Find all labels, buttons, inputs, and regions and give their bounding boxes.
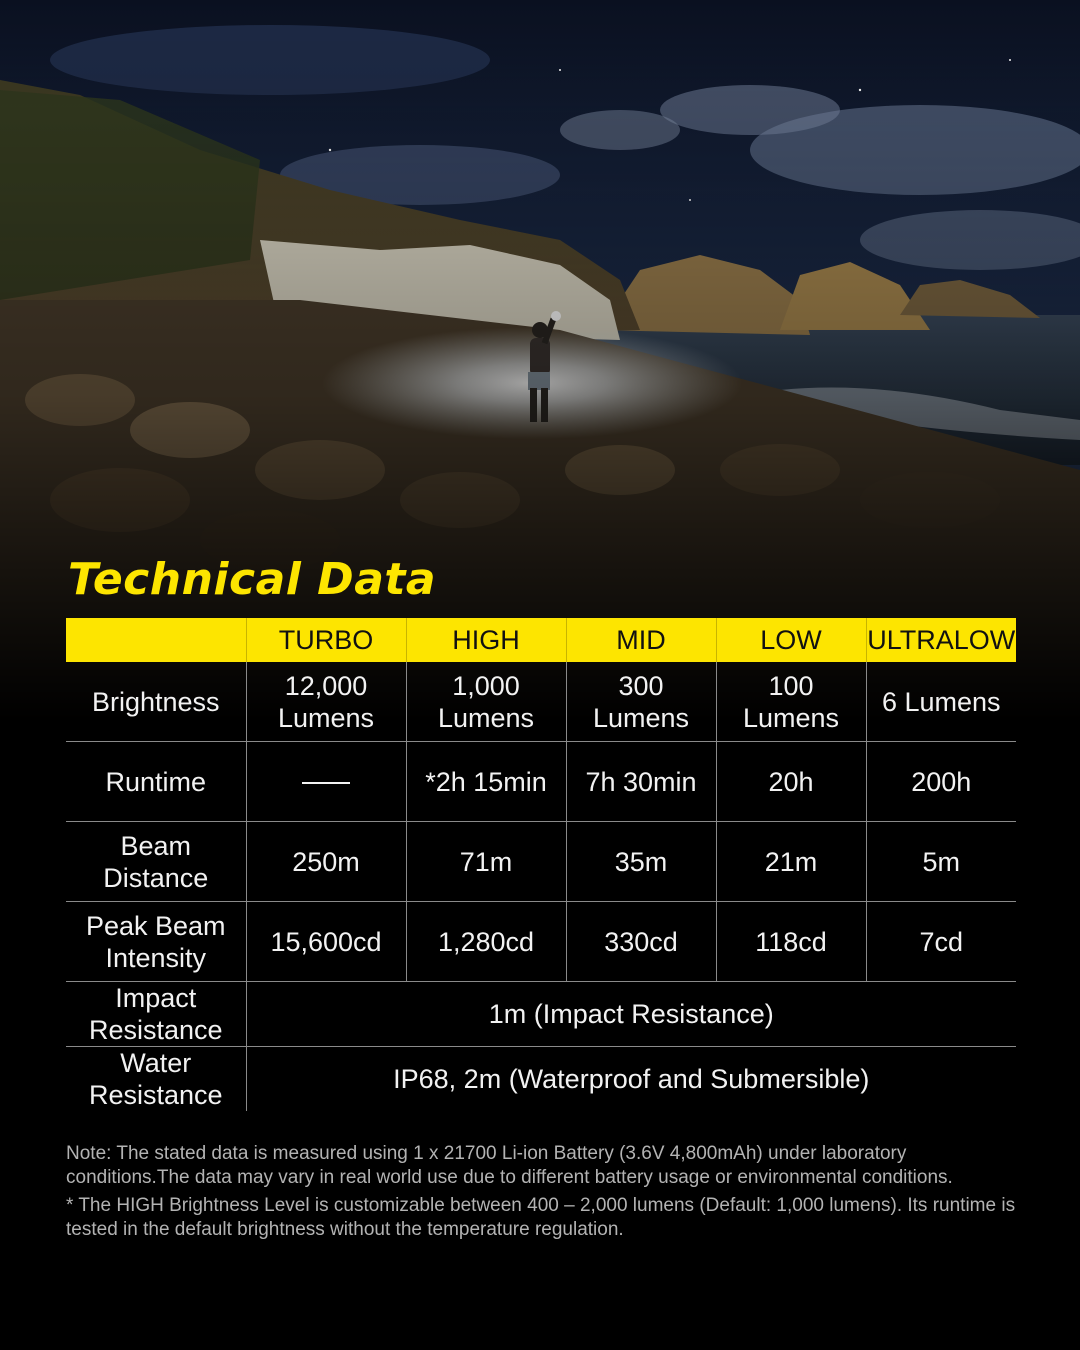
header-ultralow: ULTRALOW	[866, 618, 1016, 662]
row-peak-beam-intensity	[66, 902, 1016, 982]
row-label: Runtime	[66, 742, 246, 822]
cell-value: 7cd	[866, 902, 1016, 982]
row-impact-resistance	[66, 982, 1016, 1047]
cell-value: 330cd	[566, 902, 716, 982]
header-mid: MID	[566, 618, 716, 662]
footnote: * The HIGH Brightness Level is customizable between 400 – 2,000 lumens (Default: 1,000 lumens). Its runtime is tested in the default brightness without the temperature regulation.	[66, 1195, 1016, 1240]
row-label: Beam Distance	[66, 822, 246, 902]
row-water-resistance	[66, 1047, 1016, 1112]
header-low: LOW	[716, 618, 866, 662]
cell-value: 21m	[716, 822, 866, 902]
row-label: Water Resistance	[88, 1048, 223, 1110]
cell-value: 7h 30min	[566, 742, 716, 822]
cell-value: 100 Lumens	[716, 662, 866, 742]
cell-value: 12,000 Lumens	[246, 662, 406, 742]
cell-value: 250m	[246, 822, 406, 902]
cell-value: 5m	[866, 822, 1016, 902]
dash-mark	[302, 782, 350, 784]
cell-value: 300 Lumens	[566, 662, 716, 742]
note-paragraph	[66, 1142, 1026, 1190]
cell-value: 20h	[716, 742, 866, 822]
row-beam-distance	[66, 822, 1016, 902]
table-header-row	[66, 618, 1016, 662]
cell-value: 6 Lumens	[866, 662, 1016, 742]
cell-value: 35m	[566, 822, 716, 902]
cell-value: 1,000 Lumens	[406, 662, 566, 742]
header-turbo: TURBO	[246, 618, 406, 662]
cell-value: 71m	[406, 822, 566, 902]
cell-value: 118cd	[716, 902, 866, 982]
row-label: Impact Resistance	[66, 982, 246, 1047]
cell-span-value: 1m (Impact Resistance)	[246, 982, 1016, 1047]
cell-span-value: IP68, 2m (Waterproof and Submersible)	[246, 1047, 1016, 1112]
row-label: Brightness	[66, 662, 246, 742]
note-text: The stated data is measured using 1 x 21700 Li-ion Battery (3.6V 4,800mAh) under laboratory conditions.The data may vary in real world use due to different battery usage or environmental conditions.	[66, 1143, 953, 1188]
page-title: Technical Data	[68, 554, 437, 605]
cell-value: 1,280cd	[406, 902, 566, 982]
row-runtime	[66, 742, 1016, 822]
row-brightness	[66, 662, 1016, 742]
cell-value: 200h	[866, 742, 1016, 822]
cell-value: *2h 15min	[406, 742, 566, 822]
row-label: Peak Beam Intensity	[66, 902, 246, 982]
cell-value-dash	[246, 742, 406, 822]
note-label: Note:	[66, 1143, 112, 1164]
spec-table	[66, 618, 1016, 1111]
header-high: HIGH	[406, 618, 566, 662]
notes	[66, 1142, 1026, 1246]
cell-value: 15,600cd	[246, 902, 406, 982]
header-blank	[66, 618, 246, 662]
